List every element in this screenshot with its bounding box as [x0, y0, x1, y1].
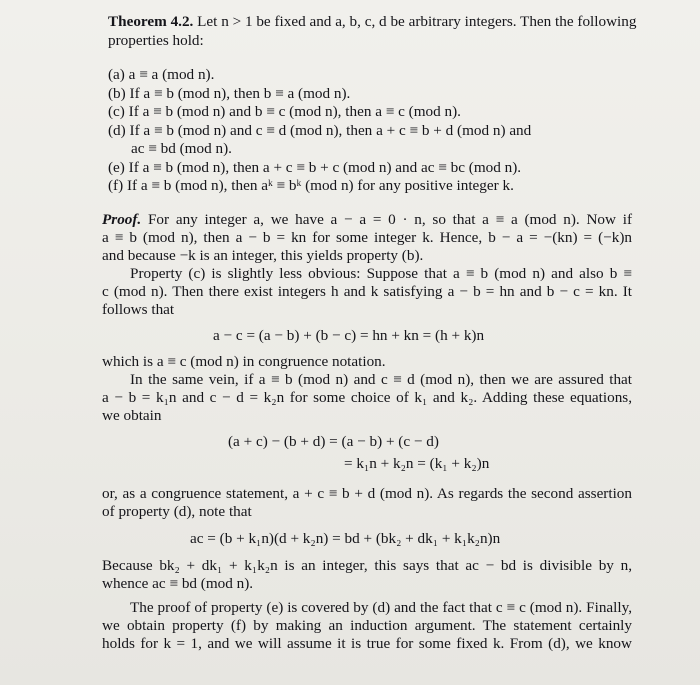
proof-line-9: a − b = k₁n and c − d = k₂n for some choice of k₁ and k₂. Adding these equations,: [102, 389, 632, 406]
proof-line-14: whence ac ≡ bd (mod n).: [102, 575, 254, 592]
property-d: (d) If a ≡ b (mod n) and c ≡ d (mod n), then a + c ≡ b + d (mod n) and: [108, 122, 532, 139]
equation-3: ac = (b + k₁n)(d + k₂n) = bd + (bk₂ + dk₁ + k₁k₂n)n: [190, 530, 501, 547]
theorem-label: Theorem 4.2.: [108, 13, 194, 30]
proof-line-6: follows that: [102, 301, 175, 318]
equation-2b: = k₁n + k₂n = (k₁ + k₂)n: [344, 455, 490, 472]
property-c: (c) If a ≡ b (mod n) and b ≡ c (mod n), then a ≡ c (mod n).: [108, 103, 461, 120]
proof-line-1: [102, 211, 632, 230]
proof-line-8: In the same vein, if a ≡ b (mod n) and c ≡ d (mod n), then we are assured that: [130, 371, 632, 388]
property-a: (a) a ≡ a (mod n).: [108, 66, 215, 83]
proof-line-16: we obtain property (f) by making an induction argument. The statement certainly: [102, 617, 632, 634]
proof-line-7: which is a ≡ c (mod n) in congruence notation.: [102, 353, 386, 370]
proof-line-1-text: For any integer a, we have a − a = 0 · n, so that a ≡ a (mod n). Now if: [147, 211, 633, 228]
theorem-statement: Let n > 1 be fixed and a, b, c, d be arbitrary integers. Then the following: [197, 13, 637, 30]
property-d-cont: ac ≡ bd (mod n).: [131, 140, 232, 157]
proof-line-12: of property (d), note that: [102, 503, 252, 520]
proof-line-4: Property (c) is slightly less obvious: Suppose that a ≡ b (mod n) and also b ≡: [130, 265, 632, 282]
property-b: (b) If a ≡ b (mod n), then b ≡ a (mod n).: [108, 85, 351, 102]
proof-line-11: or, as a congruence statement, a + c ≡ b + d (mod n). As regards the second assertion: [102, 485, 632, 502]
proof-line-15: The proof of property (e) is covered by (d) and the fact that c ≡ c (mod n). Finally,: [130, 599, 632, 616]
proof-line-13: Because bk₂ + dk₁ + k₁k₂n is an integer, this says that ac − bd is divisible by n,: [102, 557, 632, 574]
property-e: (e) If a ≡ b (mod n), then a + c ≡ b + c (mod n) and ac ≡ bc (mod n).: [108, 159, 522, 176]
proof-line-10: we obtain: [102, 407, 162, 424]
theorem-line-1: [108, 13, 637, 32]
proof-label: Proof.: [102, 211, 142, 228]
proof-line-3: and because −k is an integer, this yields property (b).: [102, 247, 424, 264]
equation-2a: (a + c) − (b + d) = (a − b) + (c − d): [228, 433, 439, 450]
proof-line-5: c (mod n). Then there exist integers h and k satisfying a − b = hn and b − c = kn. It: [102, 283, 632, 300]
theorem-line-2: properties hold:: [108, 32, 204, 49]
equation-1: a − c = (a − b) + (b − c) = hn + kn = (h + k)n: [213, 327, 485, 344]
proof-line-17: holds for k = 1, and we will assume it is true for some fixed k. From (d), we know: [102, 635, 632, 652]
proof-line-2: a ≡ b (mod n), then a − b = kn for some integer k. Hence, b − a = −(kn) = (−k)n: [102, 229, 632, 246]
property-f: (f) If a ≡ b (mod n), then aᵏ ≡ bᵏ (mod n) for any positive integer k.: [108, 177, 514, 194]
